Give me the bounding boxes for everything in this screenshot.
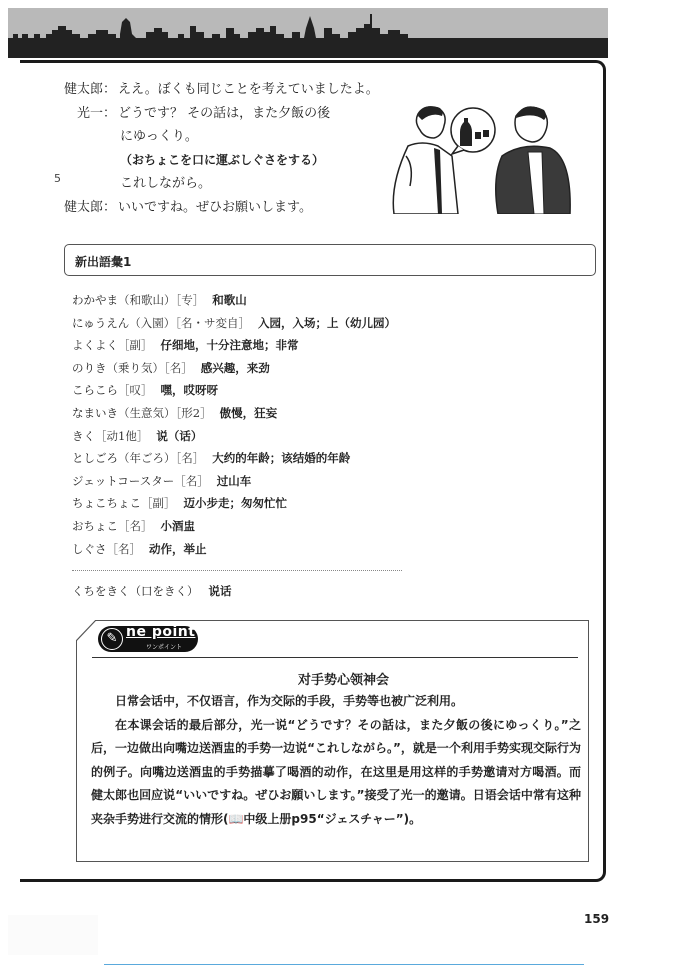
vocab-meaning: 入园，入场；上（幼儿园） [258,315,397,330]
vocab-item [72,425,396,448]
one-point-title: 对手势心领神会 [297,673,389,688]
utterance: これしながら。 [120,176,212,191]
dialogue-line [64,172,379,196]
speaker: 光一： [76,105,116,121]
pencil-icon: ✎ [101,628,123,650]
line-number: 5 [54,172,61,185]
vocab-reading: ちょこちょこ [72,496,141,511]
vocab-pos: ［副］ [141,496,176,511]
vocab-item [72,379,396,402]
vocab-kanji: （入園） [129,315,176,330]
vocab-kanji: （生意気） [118,405,176,420]
vocab-pos: ［副］ [118,338,153,353]
one-point-label: ne point [126,624,196,640]
vocab-reading: のりき [72,360,107,375]
vocab-reading: きく [72,428,95,443]
vocab-item [72,289,396,312]
vocab-meaning: 小酒盅 [160,518,195,533]
page-number: 159 [584,912,610,926]
dialogue-line [64,196,379,220]
vocab-reading: にゅうえん [72,315,130,330]
folded-corner-icon [76,620,98,642]
idiom-kanji: （口をきく） [129,584,199,598]
conversation-illustration [378,96,600,214]
dialogue-line [64,78,379,102]
utterance: どうです？ その話は，また夕飯の後 [118,105,331,121]
footer-area [98,920,673,969]
vocab-meaning: 动作，举止 [149,541,207,556]
vocab-reading: なまいき [72,405,118,420]
one-point-paragraph: 在本课会话的最后部分，光一说“どうです？その話は，また夕飯の後にゆっくり。”之后，一边做出向嘴边送酒盅的手势一边说“これしながら。”，就是一个利用手势实现交际行为的例子。向嘴边送酒盅的手势描摹了喝酒的动作，在这里是用这样的手势邀请对方喝酒。而健太郎也回应说“いいですね。ぜひお願いします。”接受了光一的邀请。日语会话中常有这种夹杂手势进行交流的情形(📖中级上册p95“ジェスチャー”)。 [91,717,581,826]
vocab-item [72,515,396,538]
vocab-reading: ジェットコースター [72,473,175,488]
dialogue-line [64,102,379,126]
footer-rule [104,964,584,965]
dialogue [64,78,379,219]
vocab-kanji: （乗り気） [106,360,164,375]
scan-margin [8,915,98,955]
vocab-header-box [64,244,596,276]
vocab-pos: ［动1他］ [95,428,149,443]
vocab-item [72,312,396,335]
skyline-banner [8,8,608,58]
vocab-pos: ［名］ [174,473,209,488]
vocab-meaning: 仔细地，十分注意地；非常 [160,338,299,353]
speaker: 健太郎： [64,199,117,215]
one-point-body [91,690,581,831]
vocab-item [72,492,396,515]
utterance: にゆっくり。 [120,129,198,144]
vocab-pos: ［形2］ [175,405,212,420]
vocab-pos: ［名］ [106,541,141,556]
vocab-title: 新出語彙1 [75,255,132,269]
vocab-reading: わかやま [72,293,118,307]
vocab-item [72,470,396,493]
utterance: ええ。ぼくも同じことを考えていましたよ。 [118,82,379,97]
vocab-pos: ［名］ [164,360,193,375]
idiom-meaning: 说话 [208,584,232,598]
skyline-icon [8,8,608,58]
vocab-meaning: 说（话） [156,428,203,443]
one-point-sublabel: ワンポイント [146,644,183,651]
vocab-pos: ［名］ [175,451,205,466]
idiom-reading: くちをきく [72,584,130,598]
vocab-list [72,289,396,560]
vocab-pos: ［叹］ [118,383,153,398]
vocab-reading: しぐさ [72,541,107,556]
dialogue-line [64,149,379,173]
one-point-top-border [95,620,589,621]
vocab-meaning: 迈小步走；匆匆忙忙 [183,496,287,511]
dialogue-line [64,125,379,149]
stage-direction: （おちょこを口に運ぶしぐさをする） [120,152,325,167]
vocab-reading: おちょこ [72,518,118,533]
one-point-paragraph: 日常会话中，不仅语言，作为交际的手段，手势等也被广泛利用。 [115,694,464,708]
vocab-meaning: 感兴趣，来劲 [200,360,270,375]
utterance: いいですね。ぜひお願いします。 [118,199,312,215]
vocab-reading: よくよく [72,338,118,353]
vocab-item [72,447,396,470]
vocab-item [72,538,396,561]
vocab-item [72,402,396,425]
vocab-item [72,357,396,380]
vocab-reading: こらこら [72,383,118,398]
idiom-item [72,583,232,599]
vocab-reading: としごろ [72,451,118,466]
speaker: 健太郎： [64,82,117,97]
vocab-pos: ［名］ [118,518,153,533]
vocab-kanji: （和歌山） [118,293,176,307]
vocab-meaning: 嘿，哎呀呀 [160,383,218,398]
vocab-meaning: 大约的年龄；该结婚的年龄 [212,451,351,466]
vocab-pos: ［专］ [175,293,205,307]
dotted-divider [72,570,402,571]
vocab-meaning: 过山车 [216,473,252,488]
vocab-meaning: 和歌山 [212,293,247,307]
vocab-meaning: 傲慢，狂妄 [219,405,278,420]
one-point-rule [92,657,578,658]
vocab-kanji: （年ごろ） [118,451,176,466]
vocab-item [72,334,396,357]
vocab-pos: ［名・サ変自］ [175,315,251,330]
